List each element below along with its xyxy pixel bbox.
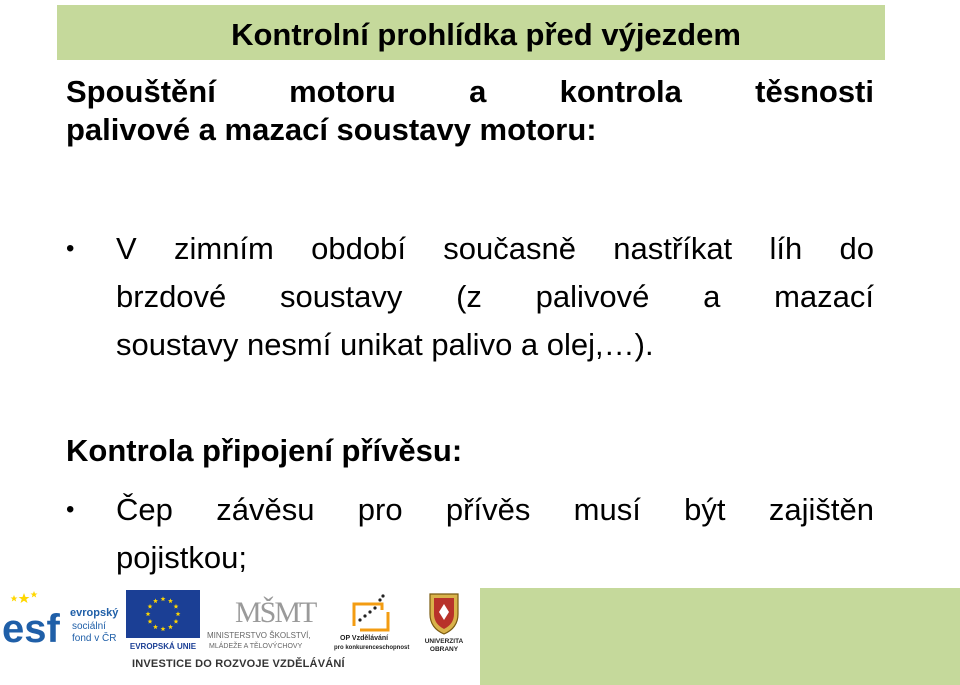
bullet-line: Čep závěsu pro přívěs musí být zajištěn: [116, 492, 874, 527]
bullet-line: soustavy nesmí unikat palivo a olej,…).: [116, 327, 654, 362]
esf-line1: evropský: [70, 607, 119, 619]
heading-line: palivové a mazací soustavy motoru:: [66, 112, 597, 147]
bullet-icon: •: [66, 496, 75, 523]
msmt-line1: MINISTERSTVO ŠKOLSTVÍ,: [207, 631, 311, 640]
bullet-line: V zimním období současně nastříkat líh do: [116, 231, 874, 266]
footer-logos: [0, 588, 960, 685]
opvk-logo: [330, 590, 420, 654]
eu-label: EVROPSKÁ UNIE: [129, 642, 197, 651]
section-heading-engine: [66, 73, 874, 149]
unob-logo: [420, 588, 468, 654]
bullet-item-winter: [66, 225, 874, 369]
esf-logo: [2, 590, 120, 650]
unob-line2: OBRANY: [429, 646, 459, 653]
page-title: Kontrolní prohlídka před výjezdem: [231, 17, 741, 52]
investice-tagline: INVESTICE DO ROZVOJE VZDĚLÁVÁNÍ: [132, 658, 345, 670]
bullet-icon: •: [66, 235, 75, 262]
opvk-line1: OP Vzdělávání: [340, 635, 389, 642]
esf-line3: fond v ČR: [72, 633, 117, 644]
heading-line: Spouštění motoru a kontrola těsnosti: [66, 74, 874, 109]
eu-flag-logo: [126, 590, 200, 652]
bullet-line: brzdové soustavy (z palivové a mazací: [116, 279, 874, 314]
opvk-line2: pro konkurenceschopnost: [334, 645, 410, 651]
footer-green-band: [480, 588, 960, 685]
msmt-logo: [205, 588, 327, 654]
bullet-item-hitch: [66, 486, 874, 582]
esf-line2: sociální: [72, 621, 106, 632]
unob-line1: UNIVERZITA: [424, 638, 464, 645]
msmt-line2: MLÁDEŽE A TĚLOVÝCHOVY: [209, 643, 303, 650]
esf-big-text: esf: [2, 607, 60, 650]
title-bar: [57, 5, 885, 60]
section-heading-trailer: Kontrola připojení přívěsu:: [66, 433, 463, 468]
bullet-line: pojistkou;: [116, 540, 247, 575]
msmt-mark: MŠMT: [235, 596, 316, 629]
